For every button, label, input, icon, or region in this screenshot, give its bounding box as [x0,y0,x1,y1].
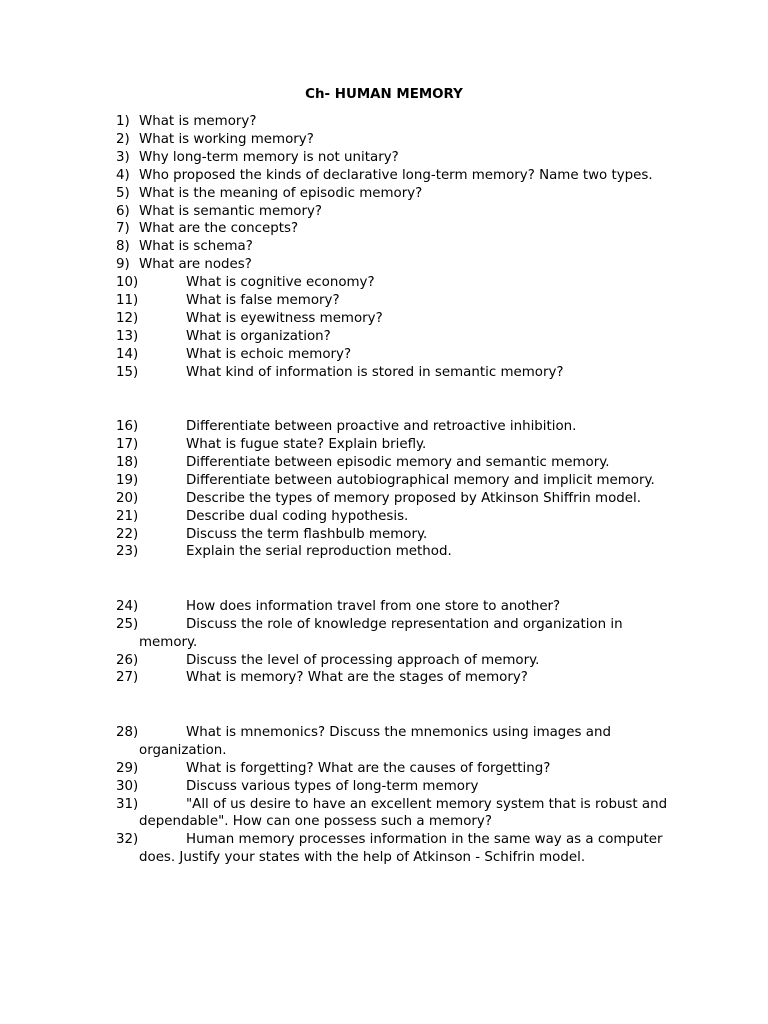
list-item [116,454,676,472]
list-item [116,598,676,616]
list-item [116,796,676,832]
item-number: 22) [116,526,139,542]
list-item [116,418,676,436]
item-text: What is mnemonics? Discuss the mnemonics using images and organization. [139,724,611,758]
item-text: Discuss the term flashbulb memory. [186,526,428,542]
item-number: 21) [116,508,139,524]
item-number: 9) [116,257,130,273]
list-item [116,724,676,760]
page-title: Ch- HUMAN MEMORY [305,87,463,102]
item-number: 5) [116,185,130,201]
item-number: 12) [116,310,139,326]
item-number: 19) [116,472,139,488]
item-number: 23) [116,544,139,560]
list-item [116,652,676,670]
list-item [116,508,676,526]
item-text: Differentiate between autobiographical memory and implicit memory. [186,472,655,488]
list-item [116,669,676,687]
item-number: 30) [116,778,139,794]
list-item [116,490,676,508]
item-number: 1) [116,114,130,129]
item-text: Discuss various types of long-term memory [186,778,479,794]
item-text: What is the meaning of episodic memory? [139,185,423,201]
item-number: 32) [116,832,139,848]
item-number: 29) [116,760,139,776]
list-item [116,220,676,238]
item-text: "All of us desire to have an excellent memory system that is robust and dependable". How can one possess such a memory? [139,796,668,830]
item-text: What is eyewitness memory? [186,310,383,326]
item-number: 28) [116,724,139,740]
item-number: 26) [116,652,139,668]
list-item [116,778,676,796]
item-text: What is cognitive economy? [186,275,375,291]
list-item [116,472,676,490]
item-number: 24) [116,598,139,614]
item-text: Discuss the role of knowledge representation and organization in memory. [139,616,623,650]
item-text: What is organization? [186,328,331,344]
item-text: Differentiate between proactive and retroactive inhibition. [186,419,577,435]
list-item [116,131,676,149]
item-text: Describe dual coding hypothesis. [186,508,409,524]
list-item [116,310,676,328]
list-item [116,113,676,131]
item-number: 7) [116,221,130,237]
item-text: Differentiate between episodic memory and semantic memory. [186,454,610,470]
question-group [116,113,676,382]
item-number: 11) [116,293,139,309]
list-item [116,256,676,274]
item-text: What is forgetting? What are the causes of forgetting? [186,760,551,776]
item-number: 6) [116,203,130,219]
item-number: 31) [116,796,139,812]
list-item [116,760,676,778]
list-item [116,185,676,203]
item-text: What is semantic memory? [139,203,322,219]
item-number: 17) [116,437,139,452]
item-number: 25) [116,616,139,632]
question-group [116,598,676,688]
question-group [116,418,676,561]
item-number: 14) [116,346,139,362]
item-text: Why long-term memory is not unitary? [139,149,399,165]
item-text: What is schema? [139,239,253,255]
item-text: What are the concepts? [139,221,299,237]
list-item [116,346,676,364]
list-item [116,274,676,292]
list-item [116,831,676,867]
item-text: Who proposed the kinds of declarative long-term memory? Name two types. [139,167,653,183]
item-number: 3) [116,149,130,165]
item-text: What is echoic memory? [186,346,352,362]
list-item [116,616,676,652]
list-item [116,328,676,346]
item-text: Describe the types of memory proposed by Atkinson Shiffrin model. [186,490,642,506]
item-number: 20) [116,490,139,506]
item-text: Explain the serial reproduction method. [186,544,452,560]
item-text: What is false memory? [186,293,340,309]
item-number: 10) [116,275,139,291]
list-item [116,149,676,167]
item-text: What are nodes? [139,257,252,273]
item-text: How does information travel from one store to another? [186,598,561,614]
item-text: What is memory? What are the stages of memory? [186,670,528,686]
item-number: 16) [116,419,139,435]
list-item [116,436,676,454]
item-number: 2) [116,131,130,147]
item-number: 15) [116,364,139,380]
item-text: What is fugue state? Explain briefly. [186,437,427,452]
item-text: Human memory processes information in the same way as a computer does. Justify your states with the help of Atkinson - Schifrin model. [139,832,663,866]
item-number: 13) [116,328,139,344]
list-item [116,292,676,310]
item-text: What kind of information is stored in semantic memory? [186,364,564,380]
item-number: 18) [116,454,139,470]
list-item [116,203,676,221]
item-text: Discuss the level of processing approach of memory. [186,652,540,668]
list-item [116,167,676,185]
list-item [116,526,676,544]
item-number: 27) [116,670,139,686]
item-text: What is working memory? [139,131,314,147]
item-number: 8) [116,239,130,255]
question-list [116,113,676,867]
list-item [116,364,676,382]
item-text: What is memory? [139,114,257,129]
question-group [116,724,676,867]
list-item [116,238,676,256]
list-item [116,543,676,561]
item-number: 4) [116,167,130,183]
